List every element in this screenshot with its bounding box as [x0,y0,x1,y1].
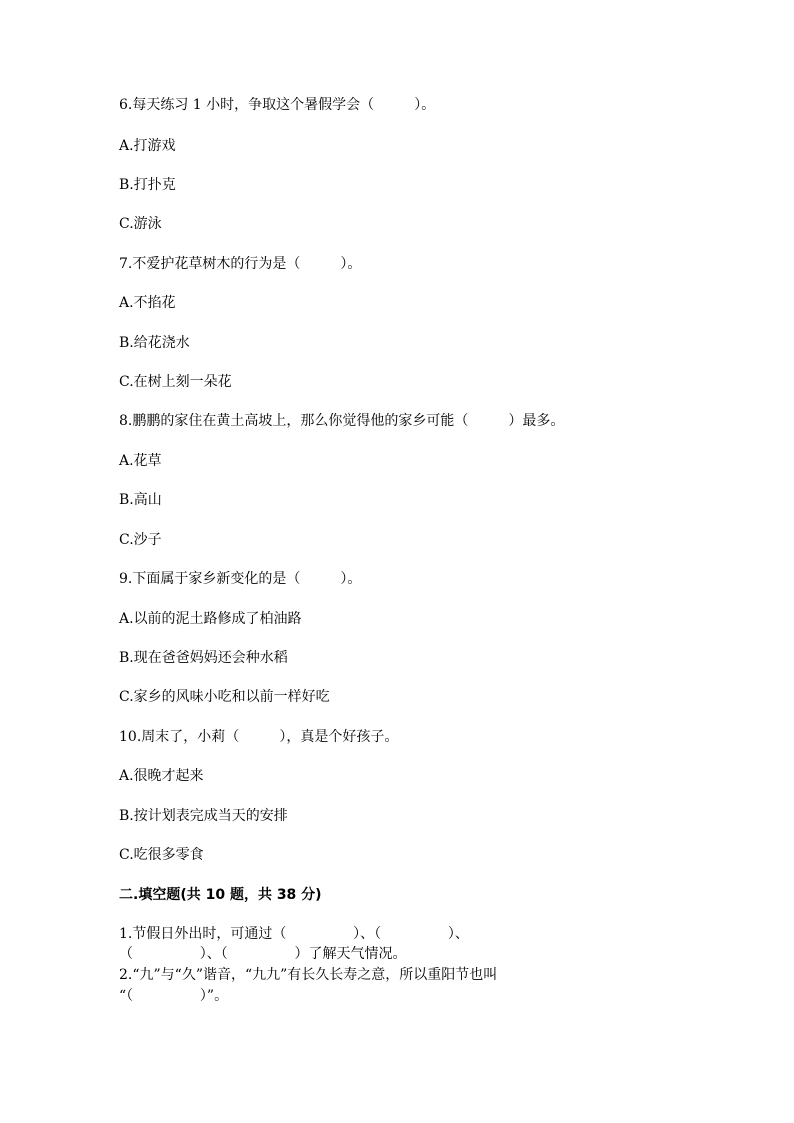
question-8-stem: 8.鹏鹏的家住在黄土高坡上，那么你觉得他的家乡可能（ ）最多。 [119,413,565,429]
fill-question-2-line-1: 2.“九”与“久”谐音，“九九”有长久长寿之意，所以重阳节也叫 [119,967,498,983]
question-10-option-a: A.很晚才起来 [119,768,204,784]
question-9-option-a: A.以前的泥土路修成了柏油路 [119,611,302,627]
fill-question-1-line-2: （ ）、（ ）了解天气情况。 [119,946,407,962]
question-6-option-b: B.打扑克 [119,177,176,193]
question-10-stem: 10.周末了，小莉（ ），真是个好孩子。 [119,729,399,745]
question-6-option-a: A.打游戏 [119,138,176,154]
question-7-stem: 7.不爱护花草树木的行为是（ ）。 [119,256,362,272]
question-8-option-a: A.花草 [119,453,162,469]
section-2-title: 二.填空题(共 10 题，共 38 分) [119,887,322,903]
question-10-option-c: C.吃很多零食 [119,847,204,863]
question-9-stem: 9.下面属于家乡新变化的是（ ）。 [119,571,362,587]
question-6-stem: 6.每天练习 1 小时，争取这个暑假学会（ ）。 [119,97,436,113]
question-9-option-b: B.现在爸爸妈妈还会种水稻 [119,650,288,666]
question-9-option-c: C.家乡的风味小吃和以前一样好吃 [119,689,330,705]
fill-question-2-line-2: “（ ）”。 [119,988,229,1004]
question-8-option-b: B.高山 [119,492,162,508]
question-6-option-c: C.游泳 [119,216,162,232]
question-8-option-c: C.沙子 [119,532,162,548]
fill-question-1-line-1: 1.节假日外出时，可通过（ ）、（ ）、 [119,926,469,942]
question-7-option-a: A.不掐花 [119,295,176,311]
question-7-option-c: C.在树上刻一朵花 [119,374,232,390]
question-10-option-b: B.按计划表完成当天的安排 [119,808,288,824]
question-7-option-b: B.给花浇水 [119,335,190,351]
